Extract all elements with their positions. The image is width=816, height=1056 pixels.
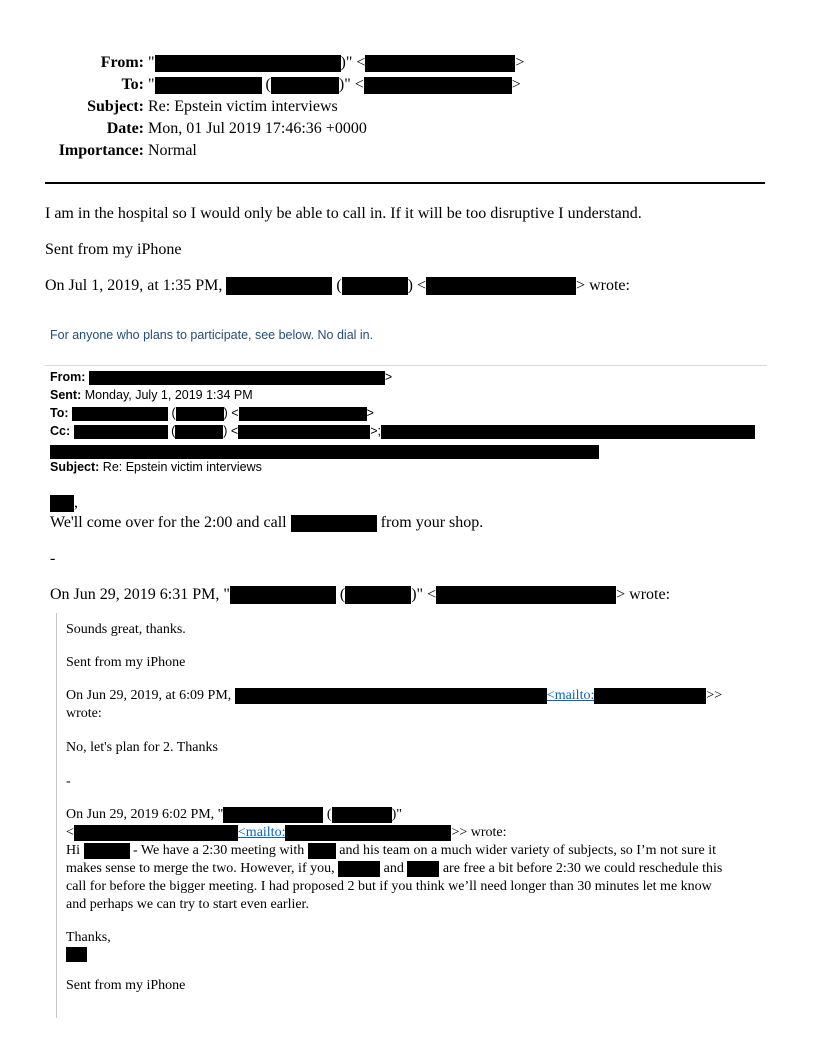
mailto-link[interactable] <box>547 688 707 703</box>
quoted-paragraph-line <box>66 861 722 877</box>
redaction <box>436 586 616 604</box>
forward-sent-label: Sent: <box>50 388 82 402</box>
paragraph-text: are free a bit before 2:30 we could reschedule this <box>442 861 723 877</box>
redaction <box>226 277 332 295</box>
redaction <box>84 843 130 859</box>
paragraph-text: and his team on a much wider variety of subjects, so I’m not sure it <box>339 843 716 859</box>
quoted-dash: - <box>66 774 71 789</box>
redaction <box>230 586 336 604</box>
redaction <box>74 825 238 841</box>
attribution-text: On Jun 29, 2019, at 6:09 PM, <box>66 688 232 704</box>
redaction <box>308 843 336 859</box>
date-label: Date: <box>106 120 144 137</box>
wrote-text: wrote: <box>589 277 630 294</box>
redaction <box>239 407 367 421</box>
redaction <box>407 861 439 877</box>
redaction <box>381 425 755 439</box>
quoted-attribution: On Jun 29, 2019 6:02 PM, " ( )" <box>66 807 402 823</box>
redaction <box>365 55 515 72</box>
redaction <box>285 825 451 841</box>
redaction <box>50 495 74 512</box>
mailto-text: <mailto: <box>237 825 286 841</box>
paragraph-text: makes sense to merge the two. However, if you, <box>66 861 335 877</box>
redaction <box>175 425 223 439</box>
forward-cc: Cc: ( ) < >; <box>50 424 755 439</box>
quoted-paragraph-line: and perhaps we can try to start even earlier. <box>66 897 309 912</box>
redaction <box>426 277 576 295</box>
importance-label: Importance: <box>58 142 144 159</box>
subject-value: Re: Epstein victim interviews <box>148 98 338 115</box>
reply-line <box>50 514 483 532</box>
to-label: To: <box>121 76 144 93</box>
forward-sent <box>50 388 253 402</box>
quoted-paragraph-line <box>66 843 716 859</box>
redaction <box>238 425 370 439</box>
forward-cc-label: Cc: <box>50 424 71 438</box>
redaction <box>364 77 512 94</box>
redaction <box>271 77 339 94</box>
redaction <box>74 425 168 439</box>
redaction <box>235 688 547 704</box>
quoted-sent-from: Sent from my iPhone <box>66 978 186 993</box>
reply-text: from your shop. <box>380 514 484 531</box>
reply-dash: - <box>50 550 56 567</box>
redaction <box>72 407 168 421</box>
wrote-text: wrote: <box>470 825 507 841</box>
from-value: " )" < > <box>148 54 525 71</box>
hi-text: Hi <box>66 843 80 859</box>
sent-from-line: Sent from my iPhone <box>45 241 182 258</box>
forward-sent-value: Monday, July 1, 2019 1:34 PM <box>84 388 253 402</box>
redaction <box>332 807 392 823</box>
quoted-address: < <mailto: >> wrote: <box>66 825 507 841</box>
paragraph-text: - We have a 2:30 meeting with <box>133 843 305 859</box>
attribution-text: On Jun 29, 2019 6:02 PM, " <box>66 807 224 823</box>
date-value: Mon, 01 Jul 2019 17:46:36 +0000 <box>148 120 367 137</box>
mailto-text: <mailto: <box>546 688 595 704</box>
forward-from-label: From: <box>50 370 86 384</box>
quote-attribution: On Jul 1, 2019, at 1:35 PM, ( ) < > wrote: <box>45 277 630 294</box>
redaction <box>338 861 380 877</box>
paragraph-text: and <box>383 861 404 877</box>
attribution-text: On Jul 1, 2019, at 1:35 PM, <box>45 277 223 294</box>
forward-note: For anyone who plans to participate, see below. No dial in. <box>50 328 374 342</box>
subject-label: Subject: <box>87 98 144 115</box>
to-value: " ( )" < > <box>148 76 521 93</box>
redaction <box>155 77 262 94</box>
quoted-line: No, let's plan for 2. Thanks <box>66 740 218 755</box>
quoted-thanks: Thanks, <box>66 930 111 945</box>
redaction <box>155 55 341 72</box>
attribution-text: On Jun 29, 2019 6:31 PM, " <box>50 586 230 603</box>
redaction <box>594 688 706 704</box>
quoted-paragraph-line: call for before the bigger meeting. I had proposed 2 but if you think we’ll need longer than 30 minutes let me know <box>66 879 712 894</box>
quoted-line: Sounds great, thanks. <box>66 622 186 637</box>
redaction <box>176 407 224 421</box>
forward-subject <box>50 460 262 474</box>
redaction <box>223 807 323 823</box>
reply-text: We'll come over for the 2:00 and call <box>50 514 287 531</box>
from-label: From: <box>100 54 144 71</box>
redaction <box>50 445 599 459</box>
quote-bar <box>56 613 57 1018</box>
wrote-line: wrote: <box>66 706 102 721</box>
redaction <box>291 515 377 532</box>
quoted-attribution: On Jun 29, 2019, at 6:09 PM, <mailto: >> <box>66 688 723 704</box>
body-line: I am in the hospital so I would only be able to call in. If it will be too disruptive I understand. <box>45 205 642 222</box>
redaction <box>342 277 408 295</box>
importance-value: Normal <box>148 142 197 159</box>
quote-attribution: On Jun 29, 2019 6:31 PM, " ( )" < > wrote: <box>50 586 671 603</box>
redaction <box>66 947 87 962</box>
forward-subject-value: Re: Epstein victim interviews <box>102 460 262 474</box>
forward-subject-label: Subject: <box>50 460 100 474</box>
forward-to: To: ( ) < > <box>50 406 374 420</box>
forward-to-label: To: <box>50 406 69 420</box>
redaction <box>89 371 385 385</box>
wrote-text: wrote: <box>629 586 671 603</box>
forward-cc-cont <box>50 443 599 461</box>
redaction <box>345 586 411 604</box>
quoted-sent-from: Sent from my iPhone <box>66 655 186 670</box>
mailto-link[interactable] <box>238 825 452 840</box>
forward-divider <box>45 365 767 366</box>
greeting: , <box>50 494 78 512</box>
forward-from: From: > <box>50 370 393 384</box>
header-divider <box>45 182 765 184</box>
quoted-signature <box>66 945 87 963</box>
